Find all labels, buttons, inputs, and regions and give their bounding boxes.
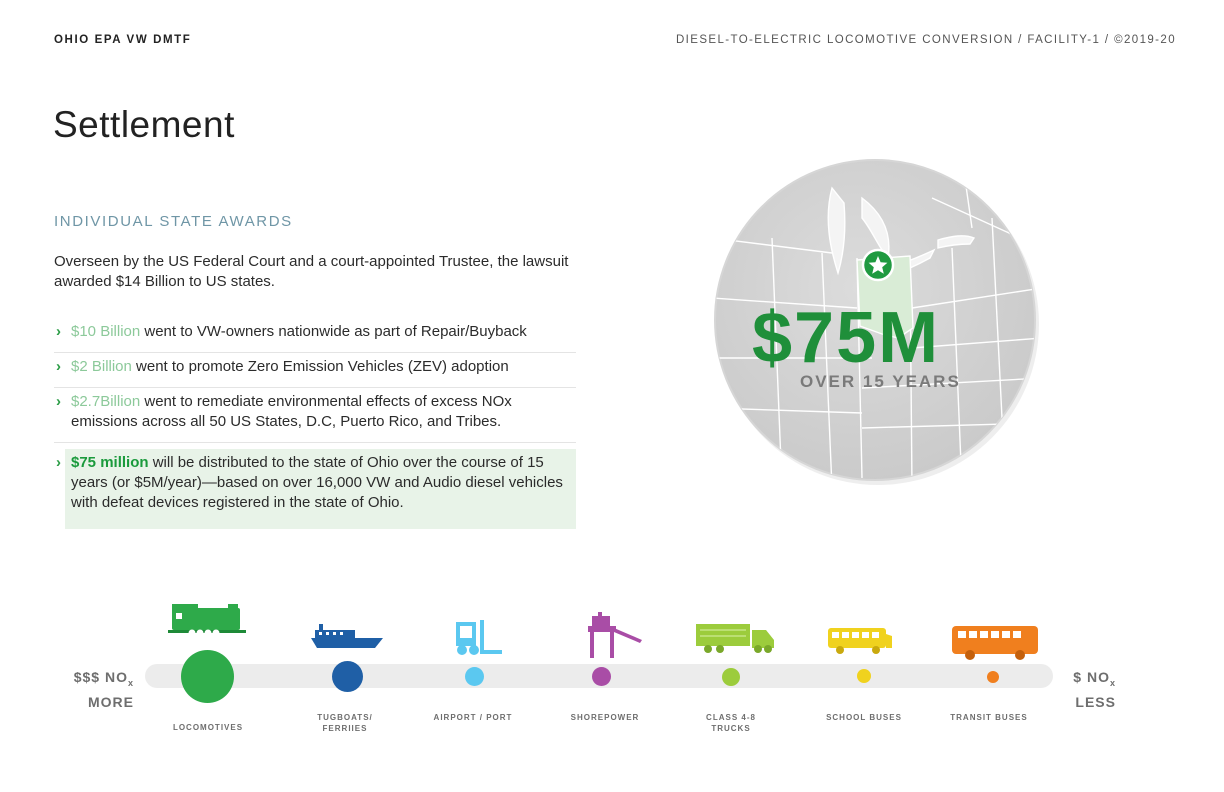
award-amount: $10 Billion — [71, 323, 141, 340]
truck-icon — [694, 620, 778, 656]
transit-buses-dot — [987, 671, 999, 683]
trucks-dot — [722, 668, 740, 686]
header-org: OHIO EPA VW DMTF — [54, 34, 192, 46]
category-label-airport: AIRPORT / PORT — [433, 713, 513, 722]
category-label-locomotives: LOCOMOTIVES — [172, 723, 244, 732]
header-project: DIESEL-TO-ELECTRIC LOCOMOTIVE CONVERSION / FACILITY-1 / ©2019-20 — [675, 34, 1176, 46]
scale-right-label — [1066, 668, 1116, 712]
award-item-highlighted — [54, 449, 576, 519]
award-text: will be distributed to the state of Ohio over the course of 15 years (or $5M/year)—based on over 16,000 VW and Audio diesel vehicles with defeat devices registered in the state of Ohio. — [71, 454, 563, 511]
map-callout-period: OVER 15 YEARS — [800, 372, 961, 391]
chevron-right-icon: › — [56, 393, 61, 410]
award-text: went to promote Zero Emission Vehicles (ZEV) adoption — [131, 358, 509, 375]
chevron-right-icon: › — [56, 358, 61, 375]
scale-left-line2: MORE — [88, 693, 134, 710]
awards-list — [54, 318, 576, 519]
map-callout-amount: $75M — [752, 298, 941, 378]
ferry-icon — [311, 622, 385, 652]
scale-left-line1: $$$ NO — [73, 669, 128, 685]
page-title: Settlement — [53, 104, 235, 145]
award-item — [54, 318, 576, 353]
award-text: went to remediate environmental effects of excess NOx emissions across all 50 US States, D.C, Puerto Rico, and Tribes. — [71, 393, 512, 430]
forklift-icon — [454, 618, 508, 658]
category-label-transit-buses: TRANSIT BUSES — [950, 713, 1028, 722]
chevron-right-icon: › — [56, 323, 61, 340]
scale-right-subscript: x — [1109, 677, 1116, 688]
section-subtitle: INDIVIDUAL STATE AWARDS — [54, 213, 293, 230]
intro-paragraph: Overseen by the US Federal Court and a court-appointed Trustee, the lawsuit awarded $14 Billion to US states. — [54, 253, 569, 290]
tugboats-dot — [332, 661, 363, 692]
airport-dot — [465, 667, 484, 686]
category-label-shorepower: SHOREPOWER — [570, 713, 640, 722]
shore-crane-icon — [586, 612, 648, 660]
school-buses-dot — [857, 669, 871, 683]
chevron-right-icon: › — [56, 454, 61, 471]
scale-left-subscript: x — [127, 677, 134, 688]
award-amount: $75 million — [71, 454, 149, 471]
category-label-school-buses: SCHOOL BUSES — [826, 713, 902, 722]
shorepower-dot — [592, 667, 611, 686]
scale-right-line1: $ NO — [1073, 669, 1110, 685]
award-item — [54, 353, 576, 388]
school-bus-icon — [826, 624, 896, 658]
award-text: went to VW-owners nationwide as part of Repair/Buyback — [140, 323, 527, 340]
locomotive-icon — [168, 602, 248, 640]
category-label-tugboats: TUGBOATS/ FERRIIES — [317, 713, 373, 733]
award-amount: $2 Billion — [71, 358, 132, 375]
scale-left-label — [60, 668, 134, 712]
award-item — [54, 388, 576, 443]
scale-right-line2: LESS — [1075, 693, 1116, 710]
category-label-trucks: CLASS 4-8 TRUCKS — [706, 713, 756, 733]
transit-bus-icon — [950, 624, 1042, 662]
locomotives-dot — [181, 650, 234, 703]
award-amount: $2.7Billion — [71, 393, 141, 410]
